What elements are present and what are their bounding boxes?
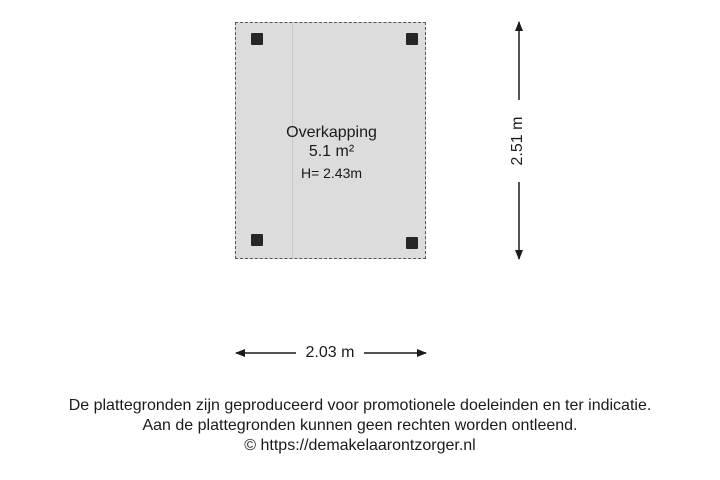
disclaimer-line-1: De plattegronden zijn geproduceerd voor promotionele doeleinden en ter indicatie. bbox=[68, 397, 652, 414]
disclaimer bbox=[0, 396, 720, 456]
disclaimer-copyright-link[interactable]: © https://demakelaarontzorger.nl bbox=[244, 437, 476, 454]
room-name: Overkapping bbox=[286, 124, 377, 141]
room-height: H= 2.43m bbox=[300, 165, 363, 181]
room-area: 5.1 m² bbox=[308, 143, 355, 160]
width-dimension-label: 2.03 m bbox=[296, 344, 364, 362]
disclaimer-line-2: Aan de plattegronden kunnen geen rechten worden ontleend. bbox=[142, 417, 578, 434]
depth-dimension-label: 2.51 m bbox=[509, 101, 527, 181]
